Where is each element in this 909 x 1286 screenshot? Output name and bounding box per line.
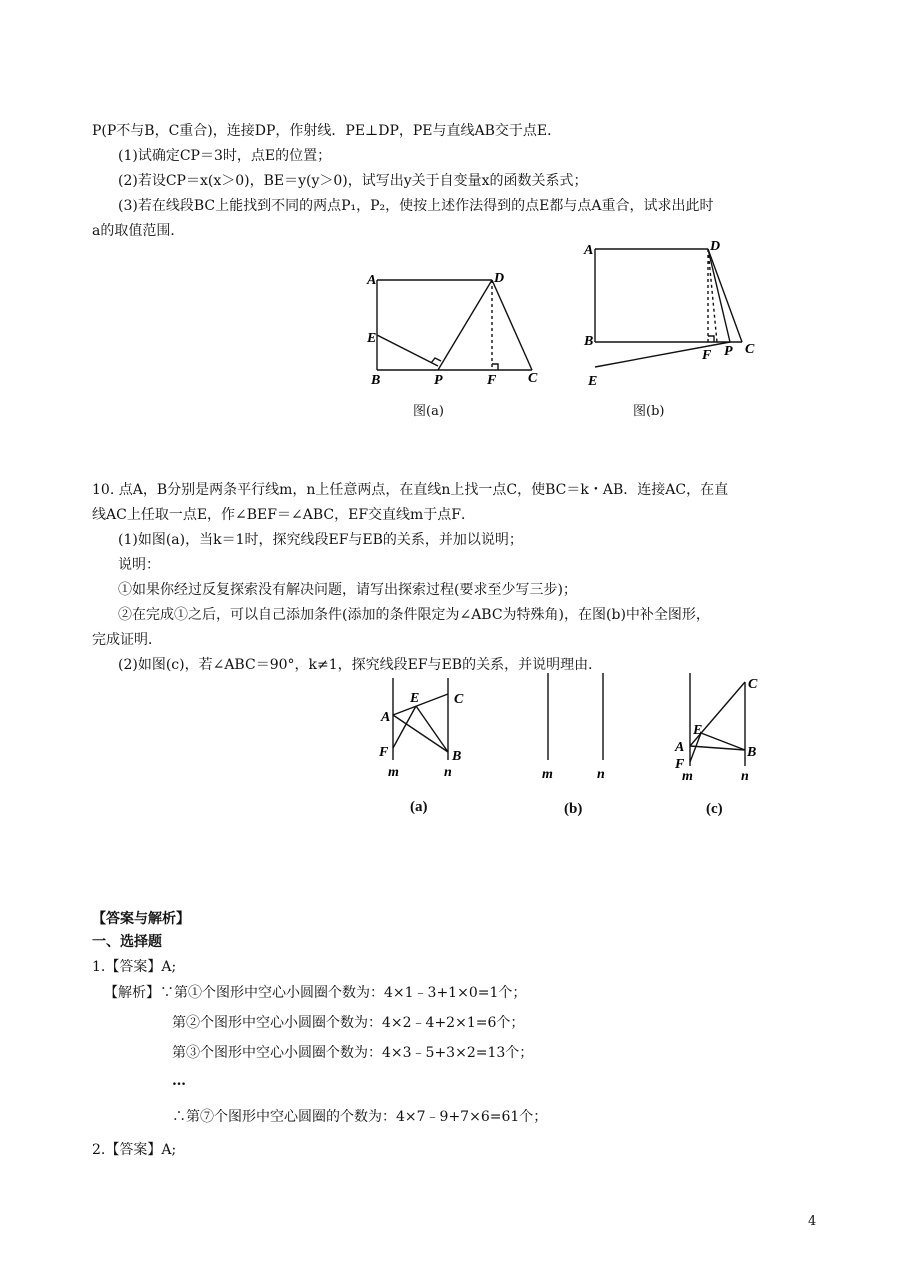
q10a-label-n: n xyxy=(444,765,452,780)
q9-part1: (1)试确定CP＝3时，点E的位置； xyxy=(118,148,332,164)
q9-figure-b xyxy=(580,236,770,391)
q10c-label-A: A xyxy=(675,740,685,755)
q9b-label-B: B xyxy=(584,334,594,349)
q9a-label-C: C xyxy=(528,371,538,386)
q9-intro: P(P不与B，C重合)，连接DP，作射线．PE⊥DP，PE与直线AB交于点E． xyxy=(92,123,562,139)
q9a-label-F: F xyxy=(487,373,497,388)
q10b-label-n: n xyxy=(597,767,605,782)
q10-note-2: ②在完成①之后，可以自己添加条件(添加的条件限定为∠ABC为特殊角)，在图(b)中补全图形， xyxy=(118,607,710,623)
q10-line1: 10. 点A，B分别是两条平行线m，n上任意两点，在直线n上找一点C，使BC＝k・AB．连接AC，在直 xyxy=(92,482,729,498)
q9a-label-A: A xyxy=(367,273,377,288)
q9b-label-A: A xyxy=(584,243,594,258)
q10c-label-F: F xyxy=(675,757,685,772)
q10-figure-a xyxy=(370,670,480,785)
q9b-label-D: D xyxy=(710,239,721,254)
answer-1-line3: 第③个图形中空心小圆圈个数为：4×3﹣5+3×2=13个； xyxy=(172,1045,534,1061)
q10-figure-a-caption: (a) xyxy=(410,799,428,815)
answers-heading: 【答案与解析】 xyxy=(92,911,190,927)
q10a-label-B: B xyxy=(452,749,462,764)
q9-part3-line1: (3)若在线段BC上能找到不同的两点P₁，P₂，使按上述作法得到的点E都与点A重合，试求出此时 xyxy=(118,198,714,214)
q10-figure-c-caption: (c) xyxy=(706,801,723,817)
q10c-label-C: C xyxy=(748,677,758,692)
q9-figure-a-caption: 图(a) xyxy=(413,404,444,419)
q10-figure-c xyxy=(665,670,775,785)
q10a-label-E: E xyxy=(410,691,420,706)
q10-part1: (1)如图(a)，当k＝1时，探究线段EF与EB的关系，并加以说明； xyxy=(118,532,523,548)
q10c-label-E: E xyxy=(693,723,703,738)
q10b-label-m: m xyxy=(542,767,553,782)
answer-1-ellipsis: … xyxy=(172,1073,186,1089)
q9-part2: (2)若设CP＝x(x＞0)，BE＝y(y＞0)，试写出y关于自变量x的函数关系式； xyxy=(118,173,588,189)
q10c-label-m: m xyxy=(682,769,693,784)
answer-1-explanation: 【解析】∵第①个图形中空心小圆圈个数为：4×1﹣3+1×0=1个； xyxy=(104,985,527,1001)
q10-line2: 线AC上任取一点E，作∠BEF＝∠ABC，EF交直线m于点F． xyxy=(92,507,476,523)
answer-2: 2.【答案】A; xyxy=(92,1142,177,1158)
q9b-label-P: P xyxy=(724,344,733,359)
answer-1: 1.【答案】A; xyxy=(92,959,177,975)
q9a-label-E: E xyxy=(367,331,377,346)
answer-1-line5: ∴第⑦个图形中空心圆圈的个数为：4×7﹣9+7×6=61个； xyxy=(172,1109,548,1125)
q10-note-1: ①如果你经过反复探索没有解决问题，请写出探索过程(要求至少写三步)； xyxy=(118,582,577,598)
page-number: 4 xyxy=(808,1214,817,1229)
q9-figure-a xyxy=(360,262,550,392)
q10-figure-b-caption: (b) xyxy=(564,801,583,817)
q9a-label-B: B xyxy=(371,373,381,388)
q9b-label-E: E xyxy=(588,374,598,389)
section-heading: 一、选择题 xyxy=(92,934,162,950)
q10-figure-b xyxy=(525,670,625,785)
q9a-label-D: D xyxy=(494,271,505,286)
q10a-label-C: C xyxy=(454,692,464,707)
q10-part2: (2)如图(c)，若∠ABC＝90°，k≠1，探究线段EF与EB的关系，并说明理由． xyxy=(118,657,603,673)
q9-part3-line2: a的取值范围． xyxy=(92,223,185,239)
q9-figure-b-caption: 图(b) xyxy=(633,404,665,419)
q9b-label-C: C xyxy=(745,342,755,357)
q10c-label-B: B xyxy=(747,745,757,760)
q10a-label-A: A xyxy=(381,710,391,725)
q10-note-title: 说明： xyxy=(118,557,160,573)
q10-note-2-cont: 完成证明． xyxy=(92,632,162,648)
answer-1-line2: 第②个图形中空心小圆圈个数为：4×2﹣4+2×1=6个； xyxy=(172,1015,525,1031)
q10a-label-m: m xyxy=(388,765,399,780)
q10c-label-n: n xyxy=(741,769,749,784)
q9a-label-P: P xyxy=(434,373,443,388)
q10a-label-F: F xyxy=(379,745,389,760)
q9b-label-F: F xyxy=(702,348,712,363)
